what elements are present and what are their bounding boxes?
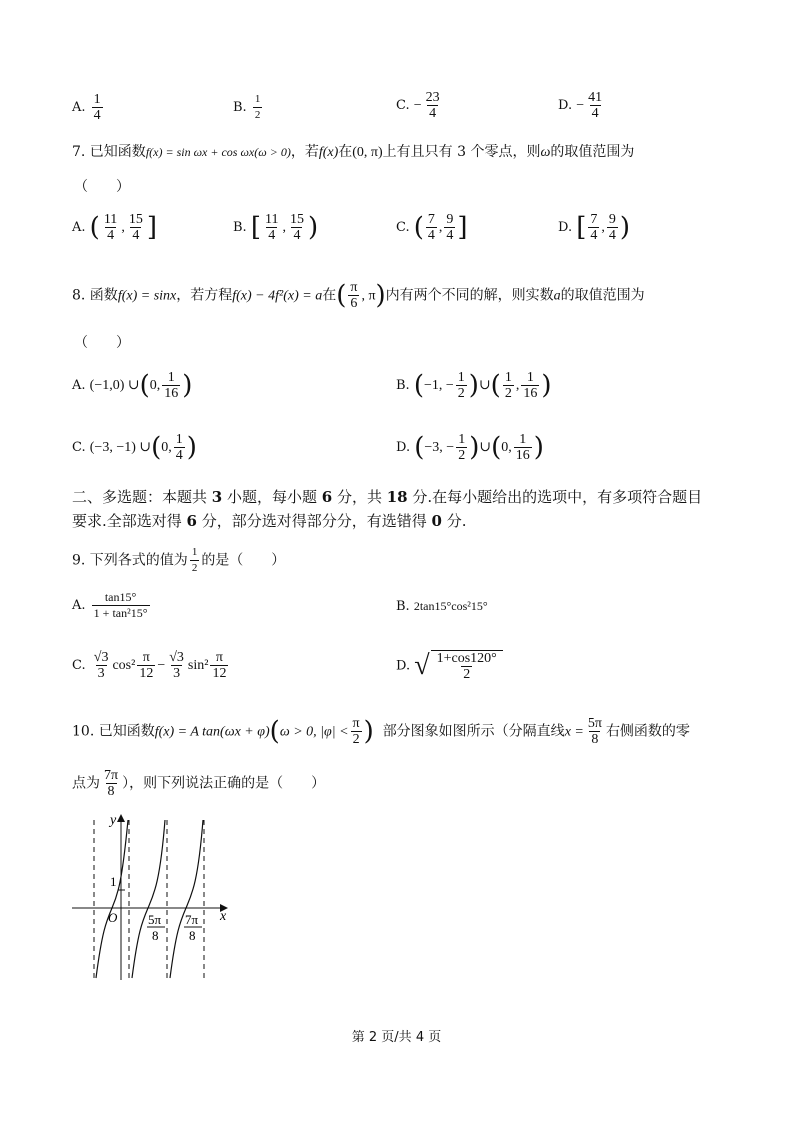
q8-option-d: D. (−3, − $\frac{1}{2}$ )∪(0, $\frac{1}{16}$ ) xyxy=(396,432,544,463)
q9-stem: 9. 下列各式的值为 $\frac{1}{2}$ 的是（ ） xyxy=(72,546,286,574)
q7-option-c: C. ( $\frac{7}{4}$ , $\frac{9}{4}$ ] xyxy=(396,212,468,243)
y-one-label: 1 xyxy=(110,874,117,889)
y-axis-label: y xyxy=(110,813,117,828)
fraction: $\frac{23}{4}$ xyxy=(425,90,440,121)
section2-instructions-line2: 要求.全部选对得 6 分，部分选对得部分分，有选错得 0 分. xyxy=(72,512,467,530)
x-axis-label: x xyxy=(220,909,227,924)
q6-option-b: B. $\frac{1}{2}$ xyxy=(233,93,261,121)
tick-5pi-num: 5π xyxy=(148,912,162,927)
q7-option-d: D. [ $\frac{7}{4}$ , $\frac{9}{4}$ ) xyxy=(558,212,631,243)
q6-option-a: A. $\frac{1}{4}$ xyxy=(72,92,101,123)
q8-stem: 8. 函数f(x) = sinx，若方程f(x) − 4f²(x) = a在( $\frac{\pi}{6}$ , π)内有两个不同的解，则实数a的取值范围为 xyxy=(72,280,645,311)
section2-instructions-line1: 二、多选题：本题共 3 小题，每小题 6 分，共 18 分.在每小题给出的选项中，有多项符合题目 xyxy=(72,488,703,506)
q8-option-a: A. (−1,0) ∪(0, $\frac{1}{16}$ ) xyxy=(72,370,193,401)
fraction: $\frac{1}{4}$ xyxy=(93,92,101,123)
q6-option-d: D. − $\frac{41}{4}$ xyxy=(558,90,603,121)
q9-option-d: D. √ $\frac{1+\cos 120^\circ}{2}$ xyxy=(396,650,503,682)
q6-option-c: C. − $\frac{23}{4}$ xyxy=(396,90,440,121)
q9-option-c: C. $\frac{√3}{3}$ cos² $\frac{\pi}{12}$ − $\frac{√3}{3}$ sin² $\frac{\pi}{12}$ xyxy=(72,650,227,681)
y-axis-arrow xyxy=(117,814,125,822)
q7-option-b: B. [ $\frac{11}{4}$ , $\frac{15}{4}$ ) xyxy=(233,212,319,243)
q8-option-b: B. (−1, − $\frac{1}{2}$ )∪( $\frac{1}{2}$ , $\frac{1}{16}$ ) xyxy=(396,370,552,401)
tan-branch xyxy=(170,820,203,978)
q7-option-a: A. ( $\frac{11}{4}$ , $\frac{15}{4}$ ] xyxy=(72,212,157,243)
q10-stem-line2: 点为 $\frac{7\pi}{8}$ ），则下列说法正确的是（ ） xyxy=(72,768,326,799)
tan-graph xyxy=(68,812,238,987)
tan-branch xyxy=(96,820,128,978)
tick-7pi-num: 7π xyxy=(185,912,199,927)
q9-option-b: B. 2tan15°cos²15° xyxy=(396,599,488,614)
tick-7pi-den: 8 xyxy=(189,928,196,943)
fraction: $\frac{41}{4}$ xyxy=(588,90,603,121)
fraction: $\frac{1}{2}$ xyxy=(254,93,261,121)
q8-answer-blank: （ ） xyxy=(74,335,130,351)
tan-branch xyxy=(132,820,165,978)
origin-label: O xyxy=(108,910,118,925)
q10-stem-line1: 10. 已知函数f(x) = A tan(ωx + φ)(ω > 0, |φ| < $\frac{\pi}{2}$ ) 部分图象如图所示（分隔直线x = $\frac{5\pi}{8}$ 右侧函数的零 xyxy=(72,716,690,747)
tick-5pi-den: 8 xyxy=(152,928,159,943)
q7-answer-blank: （ ） xyxy=(74,179,130,195)
page-footer: 第 2 页/共 4 页 xyxy=(351,1030,442,1045)
q9-option-a: A. $\frac{\tan 15^\circ}{\text{1 + tan²15°}}$ xyxy=(72,590,148,620)
q8-option-c: C. (−3, −1) ∪(0, $\frac{1}{4}$ ) xyxy=(72,432,197,463)
q7-stem: 7. 已知函数f(x) = sin ωx + cos ωx(ω > 0)，若f(x)在(0, π)上有且只有 3 个零点，则ω的取值范围为 xyxy=(72,144,635,160)
